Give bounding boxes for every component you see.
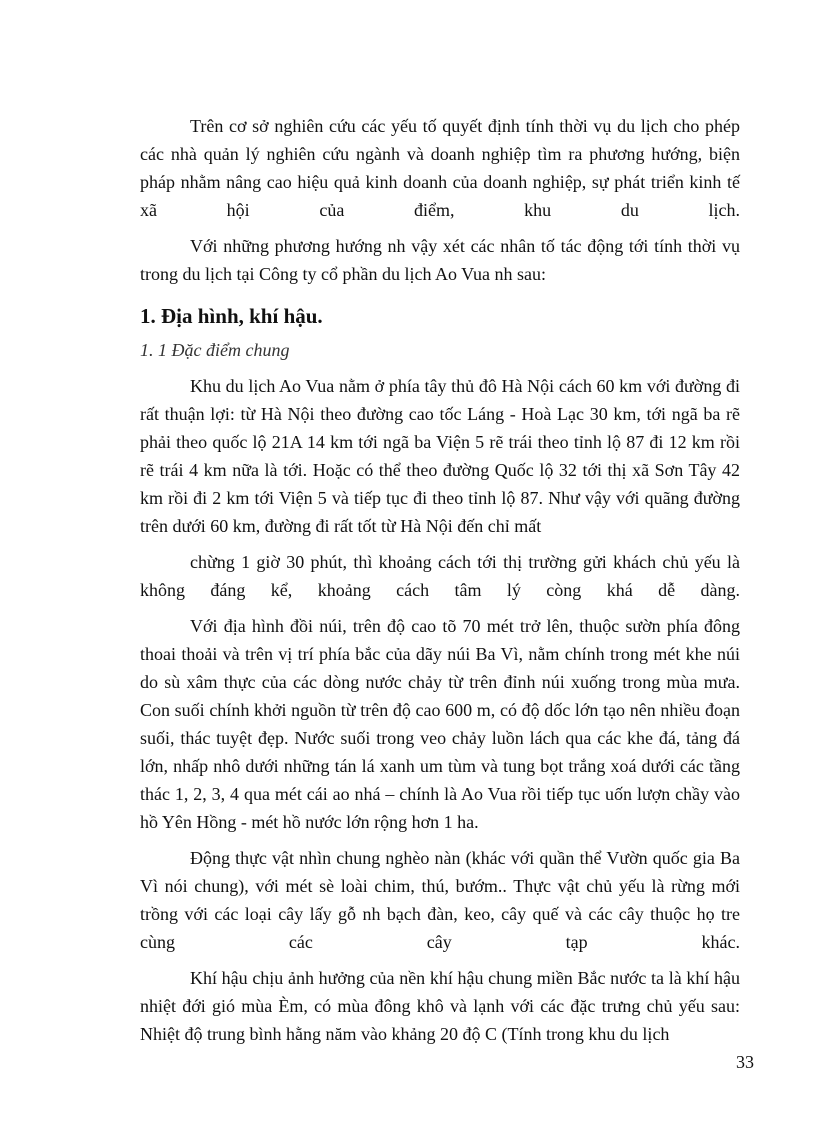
paragraph-directions: Với những phương hướng nh vậy xét các nhân tố tác động tới tính thời vụ trong du lịch tại Công ty cổ phần du lịch Ao Vua nh sau: bbox=[140, 236, 740, 284]
paragraph-distance: chừng 1 giờ 30 phút, thì khoảng cách tới thị trường gửi khách chủ yếu là không đáng kể, khoảng cách tâm lý còng khá dễ dàng. bbox=[140, 552, 740, 600]
section-heading: 1. Địa hình, khí hậu. bbox=[140, 304, 323, 328]
subsection-heading: 1. 1 Đặc điểm chung bbox=[140, 340, 290, 360]
paragraph-intro: Trên cơ sở nghiên cứu các yếu tố quyết định tính thời vụ du lịch cho phép các nhà quản lý nghiên cứu ngành và doanh nghiệp tìm ra phương hướng, biện pháp nhằm nâng cao hiệu quả kinh doanh của doanh nghiệp, sự phát triển kinh tế xã hội của điểm, khu du lịch. bbox=[140, 116, 740, 220]
paragraph-terrain: Với địa hình đồi núi, trên độ cao tõ 70 mét trở lên, thuộc sườn phía đông thoai thoải và trên vị trí phía bắc của dãy núi Ba Vì, nằm chính trong mét khe núi do sù xâm thực của các dòng nước chảy từ trên đỉnh núi xuống trong mùa mưa. Con suối chính khởi nguồn từ trên độ cao 600 m, có độ dốc lớn tạo nên nhiều đoạn suối, thác tuyệt đẹp. Nước suối trong veo chảy luồn lách qua các khe đá, tảng đá lớn, nhấp nhô dưới những tán lá xanh um tùm và tung bọt trắng xoá dưới các tầng thác 1, 2, 3, 4 qua mét cái ao nhá – chính là Ao Vua rồi tiếp tục uốn lượn chầy vào hồ Yên Hồng - mét hồ nước lớn rộng hơn 1 ha. bbox=[140, 616, 740, 832]
document-body bbox=[140, 112, 740, 1048]
paragraph-climate: Khí hậu chịu ảnh hưởng của nền khí hậu chung miền Bắc nước ta là khí hậu nhiệt đới gió mùa Èm, có mùa đông khô và lạnh với các đặc trưng chủ yếu sau: Nhiệt độ trung bình hằng năm vào khảng 20 độ C (Tính trong khu du lịch bbox=[140, 968, 740, 1044]
paragraph-flora-fauna: Động thực vật nhìn chung nghèo nàn (khác với quần thể Vườn quốc gia Ba Vì nói chung), với mét sè loài chim, thú, bướm.. Thực vật chủ yếu là rừng mới trồng với các loại cây lấy gỗ nh bạch đàn, keo, cây quế và các cây thuộc họ tre cùng các cây tạp khác. bbox=[140, 848, 740, 952]
page-number: 33 bbox=[736, 1052, 754, 1072]
paragraph-location: Khu du lịch Ao Vua nằm ở phía tây thủ đô Hà Nội cách 60 km với đường đi rất thuận lợi: từ Hà Nội theo đường cao tốc Láng - Hoà Lạc 30 km, tới ngã ba rẽ phải theo quốc lộ 21A 14 km tới ngã ba Viện 5 rẽ trái theo tỉnh lộ 87 đi 12 km rồi rẽ trái 4 km nữa là tới. Hoặc có thể theo đường Quốc lộ 32 tới thị xã Sơn Tây 42 km rồi đi 2 km tới Viện 5 và tiếp tục đi theo tỉnh lộ 87. Như vậy với quãng đường trên dưới 60 km, đường đi rất tốt từ Hà Nội đến chỉ mất bbox=[140, 376, 740, 536]
